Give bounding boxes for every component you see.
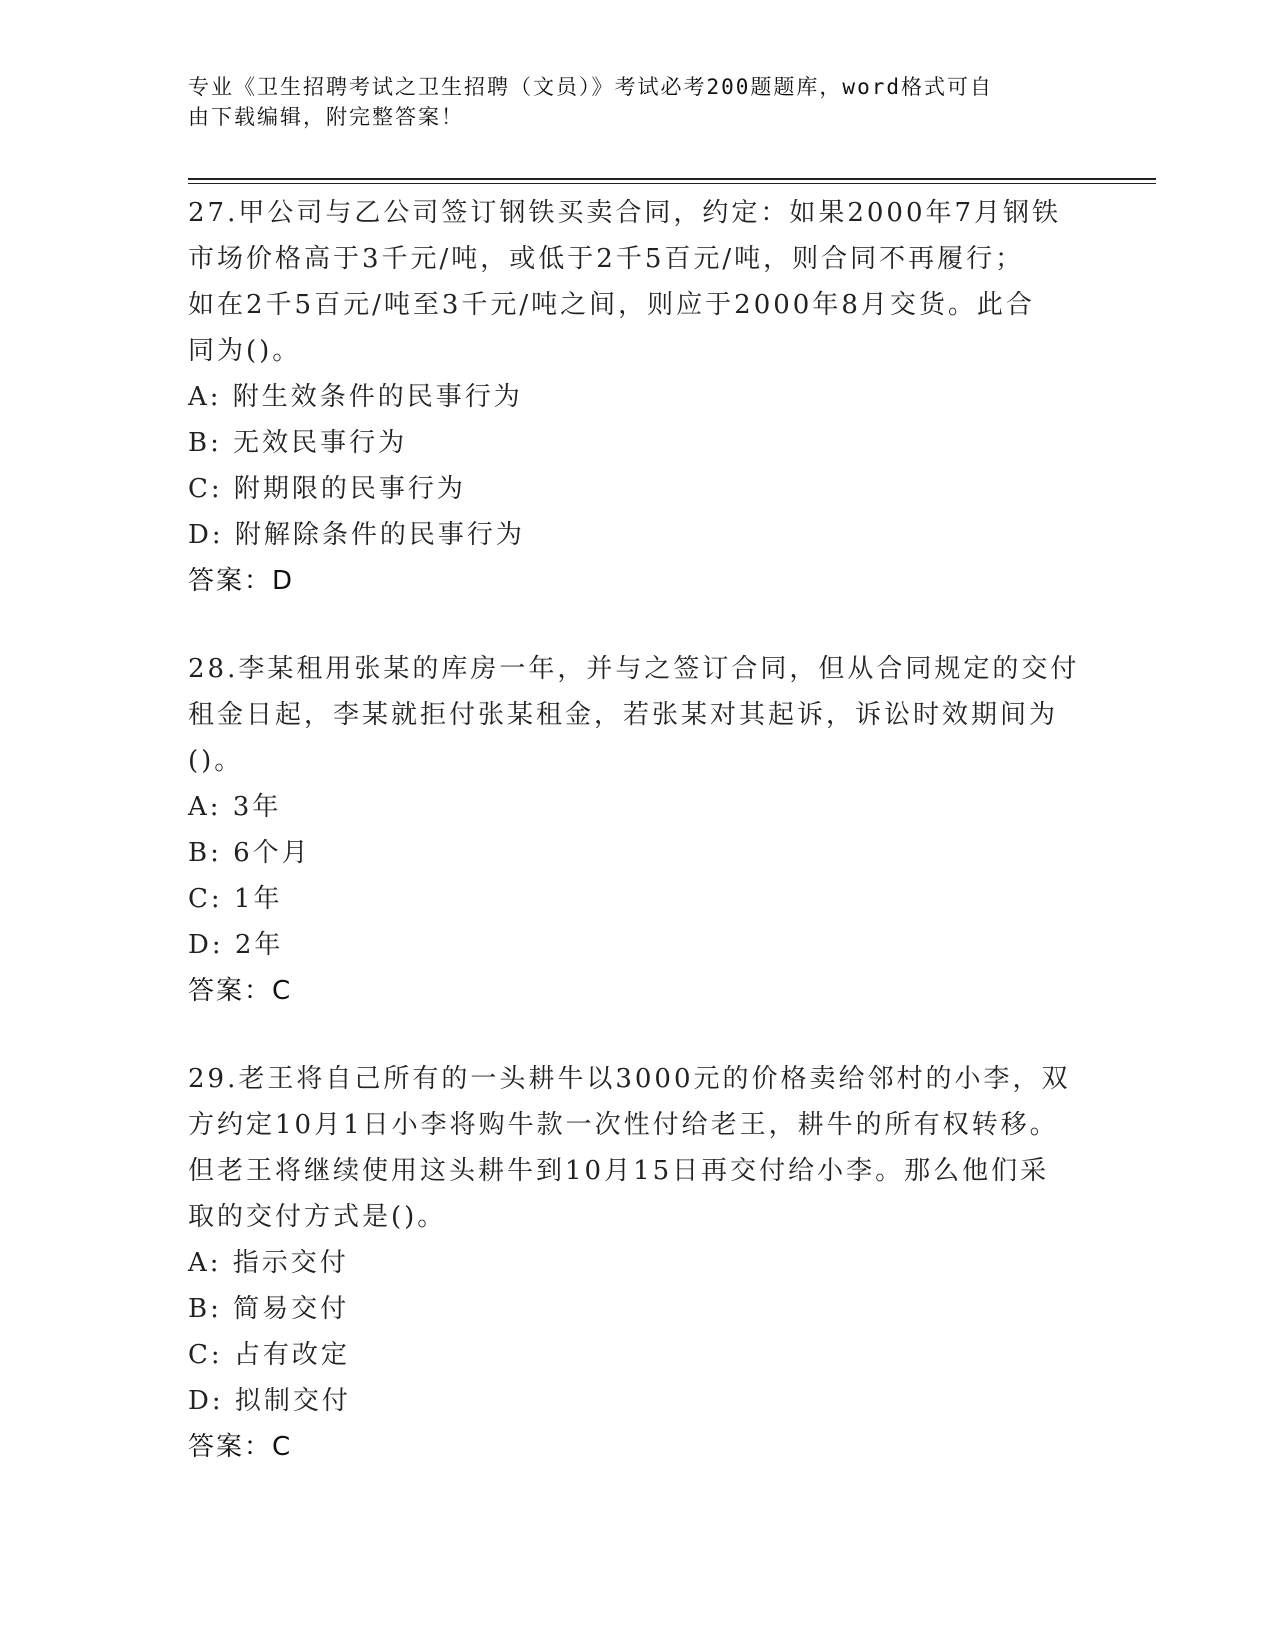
question-stem (188, 190, 1088, 374)
question-27 (188, 190, 1088, 604)
option-d: D: 2年 (188, 930, 284, 960)
option-a: A: 附生效条件的民事行为 (188, 382, 523, 412)
answer-label: 答案：D (188, 566, 295, 596)
answer-label: 答案：C (188, 1432, 293, 1462)
question-stem (188, 1056, 1088, 1240)
stem-line: 28.李某租用张某的库房一年，并与之签订合同，但从合同规定的交付 (188, 654, 1080, 684)
answer-label: 答案：C (188, 976, 293, 1006)
question-stem (188, 646, 1088, 784)
stem-line: 29.老王将自己所有的一头耕牛以3000元的价格卖给邻村的小李，双 (188, 1064, 1071, 1094)
option-c: C: 占有改定 (188, 1340, 350, 1370)
header-divider-thin (188, 183, 1156, 184)
header-line-1: 专业《卫生招聘考试之卫生招聘（文员）》考试必考200题题库，word格式可自 (188, 75, 993, 99)
stem-line: ()。 (188, 746, 244, 776)
question-list (188, 190, 1088, 1512)
question-28 (188, 646, 1088, 1014)
stem-line: 租金日起，李某就拒付张某租金，若张某对其起诉，诉讼时效期间为 (188, 700, 1059, 730)
stem-line: 但老王将继续使用这头耕牛到10月15日再交付给小李。那么他们采 (188, 1156, 1050, 1186)
stem-line: 取的交付方式是()。 (188, 1202, 447, 1232)
stem-line: 如在2千5百元/吨至3千元/吨之间，则应于2000年8月交货。此合 (188, 290, 1035, 320)
document-header (188, 72, 1088, 132)
option-a: A: 指示交付 (188, 1248, 349, 1278)
option-b: B: 无效民事行为 (188, 428, 408, 458)
header-line-2: 由下载编辑，附完整答案！ (188, 105, 464, 129)
option-a: A: 3年 (188, 792, 282, 822)
header-divider-thick (188, 178, 1156, 180)
question-29 (188, 1056, 1088, 1470)
option-c: C: 1年 (188, 884, 283, 914)
stem-line: 市场价格高于3千元/吨，或低于2千5百元/吨，则合同不再履行； (188, 244, 1025, 274)
stem-line: 27.甲公司与乙公司签订钢铁买卖合同，约定：如果2000年7月钢铁 (188, 198, 1062, 228)
stem-line: 方约定10月1日小李将购牛款一次性付给老王，耕牛的所有权转移。 (188, 1110, 1059, 1140)
option-d: D: 拟制交付 (188, 1386, 351, 1416)
option-c: C: 附期限的民事行为 (188, 474, 466, 504)
option-d: D: 附解除条件的民事行为 (188, 520, 525, 550)
option-b: B: 简易交付 (188, 1294, 350, 1324)
option-b: B: 6个月 (188, 838, 311, 868)
stem-line: 同为()。 (188, 336, 302, 366)
